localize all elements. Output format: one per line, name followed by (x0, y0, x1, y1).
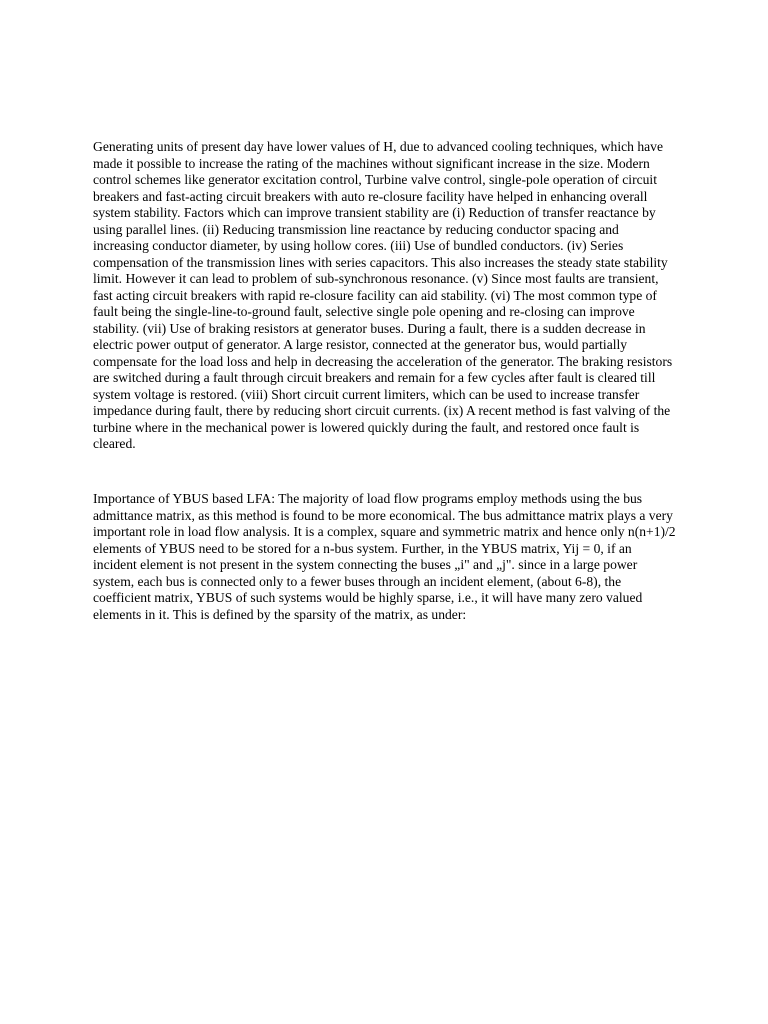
paragraph-ybus-importance: Importance of YBUS based LFA: The majority of load flow programs employ methods using the bus admittance matrix, as this method is found to be more economical. The bus admittance matrix plays a very important role in load flow analysis. It is a complex, square and symmetric matrix and hence only n(n+1)/2 elements of YBUS need to be stored for a n-bus system. Further, in the YBUS matrix, Yij = 0, if an incident element is not present in the system connecting the buses „i" and „j". since in a large power system, each bus is connected only to a fewer buses through an incident element, (about 6-8), the coefficient matrix, YBUS of such systems would be highly sparse, i.e., it will have many zero valued elements in it. This is defined by the sparsity of the matrix, as under: (93, 491, 676, 622)
paragraph-transient-stability: Generating units of present day have lower values of H, due to advanced cooling techniques, which have made it possible to increase the rating of the machines without significant increase in the size. Modern control schemes like generator excitation control, Turbine valve control, single-pole operation of circuit breakers and fast-acting circuit breakers with auto re-closure facility have helped in enhancing overall system stability. Factors which can improve transient stability are (i) Reduction of transfer reactance by using parallel lines. (ii) Reducing transmission line reactance by reducing conductor spacing and increasing conductor diameter, by using hollow cores. (iii) Use of bundled conductors. (iv) Series compensation of the transmission lines with series capacitors. This also increases the steady state stability limit. However it can lead to problem of sub-synchronous resonance. (v) Since most faults are transient, fast acting circuit breakers with rapid re-closure facility can aid stability. (vi) The most common type of fault being the single-line-to-ground fault, selective single pole opening and re-closing can improve stability. (vii) Use of braking resistors at generator buses. During a fault, there is a sudden decrease in electric power output of generator. A large resistor, connected at the generator bus, would partially compensate for the load loss and help in decreasing the acceleration of the generator. The braking resistors are switched during a fault through circuit breakers and remain for a few cycles after fault is cleared till system voltage is restored. (viii) Short circuit current limiters, which can be used to increase transfer impedance during fault, there by reducing short circuit currents. (ix) A recent method is fast valving of the turbine where in the mechanical power is lowered quickly during the fault, and restored once fault is cleared. (93, 139, 673, 451)
